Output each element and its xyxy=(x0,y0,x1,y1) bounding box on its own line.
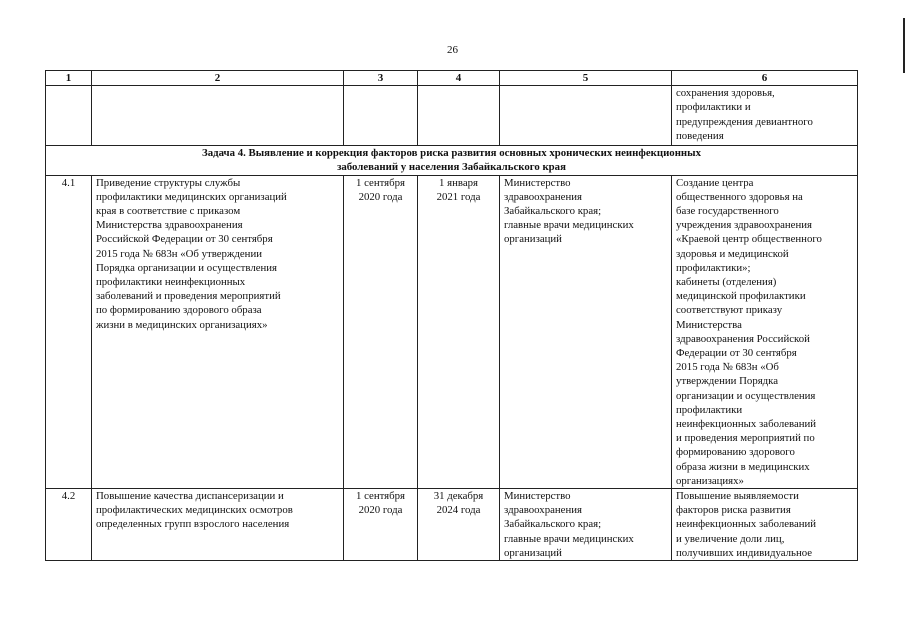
task-heading: Задача 4. Выявление и коррекция факторов риска развития основных хронических неинфекционных заболеваний у населения Забайкальского края xyxy=(46,146,858,175)
column-header: 5 xyxy=(500,71,672,86)
empty-cell xyxy=(344,86,418,146)
result-cell: сохранения здоровья, профилактики и предупреждения девиантного поведения xyxy=(672,86,858,146)
result-cell: Создание центра общественного здоровья на базе государственного учреждения здравоохранения «Краевой центр общественного здоровья и медицинской профилактики»; кабинеты (отделения) медицинской профилактики соответствуют приказу Министерства здравоохранения Российской Федерации от 30 сентября 2015 года № 683н «Об утверждении Порядка организации и осуществления профилактики неинфекционных заболеваний и проведения мероприятий по формированию здорового образа жизни в медицинских организациях» xyxy=(672,175,858,488)
table-row xyxy=(46,489,858,561)
start-date-cell: 1 сентября 2020 года xyxy=(344,489,418,561)
column-header: 6 xyxy=(672,71,858,86)
task-heading-row xyxy=(46,146,858,175)
page-number: 26 xyxy=(447,44,458,56)
column-header: 2 xyxy=(92,71,344,86)
action-cell: Приведение структуры службы профилактики медицинских организаций края в соответствие с приказом Министерства здравоохранения Российской Федерации от 30 сентября 2015 года № 683н «Об утверждении Порядка организации и осуществления профилактики неинфекционных заболеваний и проведения мероприятий по формированию здорового образа жизни в медицинских организациях» xyxy=(92,175,344,488)
table-row xyxy=(46,175,858,488)
action-cell: Повышение качества диспансеризации и профилактических медицинских осмотров определенных групп взрослого населения xyxy=(92,489,344,561)
column-header: 4 xyxy=(418,71,500,86)
responsible-cell: Министерство здравоохранения Забайкальского края; главные врачи медицинских организаций xyxy=(500,175,672,488)
empty-cell xyxy=(92,86,344,146)
end-date-cell: 1 января 2021 года xyxy=(418,175,500,488)
empty-cell xyxy=(418,86,500,146)
measures-table xyxy=(45,70,858,561)
table-header-row xyxy=(46,71,858,86)
responsible-cell: Министерство здравоохранения Забайкальского края; главные врачи медицинских организаций xyxy=(500,489,672,561)
continued-row xyxy=(46,86,858,146)
column-header: 3 xyxy=(344,71,418,86)
column-header: 1 xyxy=(46,71,92,86)
empty-cell xyxy=(46,86,92,146)
start-date-cell: 1 сентября 2020 года xyxy=(344,175,418,488)
result-cell: Повышение выявляемости факторов риска развития неинфекционных заболеваний и увеличение доли лиц, получивших индивидуальное xyxy=(672,489,858,561)
row-number: 4.1 xyxy=(46,175,92,488)
empty-cell xyxy=(500,86,672,146)
row-number: 4.2 xyxy=(46,489,92,561)
end-date-cell: 31 декабря 2024 года xyxy=(418,489,500,561)
